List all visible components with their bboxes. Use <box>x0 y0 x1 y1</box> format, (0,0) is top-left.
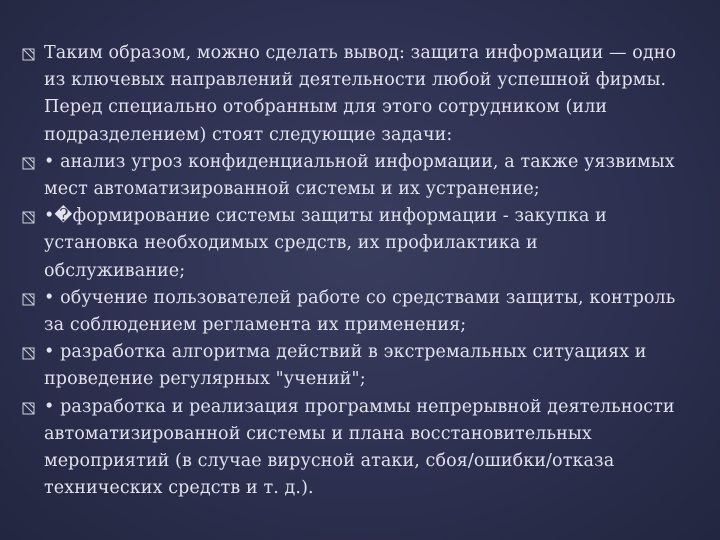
crossed-square-bullet-icon <box>22 402 35 415</box>
bullet-text: • анализ угроз конфиденциальной информации, а также уязвимых мест автоматизированной системы и их устранение; <box>44 151 675 200</box>
bullet-item <box>22 40 680 149</box>
crossed-square-bullet-icon <box>22 211 35 224</box>
bullet-list <box>22 40 680 502</box>
bullet-item <box>22 285 680 339</box>
bullet-item <box>22 394 680 503</box>
bullet-text: • разработка алгоритма действий в экстремальных ситуациях и проведение регулярных "учений"; <box>44 342 647 390</box>
bullet-text: •�формирование системы защиты информации - закупка и установка необходимых средств, их профилактика и обслуживание; <box>44 206 607 281</box>
bullet-item <box>22 149 680 203</box>
crossed-square-bullet-icon <box>22 48 35 61</box>
bullet-text: • разработка и реализация программы непрерывной деятельности автоматизированной системы и плана восстановительных мероприятий (в случае вирусной атаки, сбоя/ошибки/отказа технических средств и т. д.). <box>44 396 675 499</box>
bullet-item <box>22 203 680 285</box>
bullet-text: Таким образом, можно сделать вывод: защита информации — одно из ключевых направлений деятельности любой успешной фирмы. Перед специально отобранным для этого сотрудником (или подразделением) стоят следующие задачи: <box>44 43 677 145</box>
bullet-text: • обучение пользователей работе со средствами защиты, контроль за соблюдением регламента их применения; <box>44 287 676 336</box>
crossed-square-bullet-icon <box>22 157 35 170</box>
crossed-square-bullet-icon <box>22 347 35 360</box>
crossed-square-bullet-icon <box>22 293 35 306</box>
bullet-item <box>22 339 680 393</box>
